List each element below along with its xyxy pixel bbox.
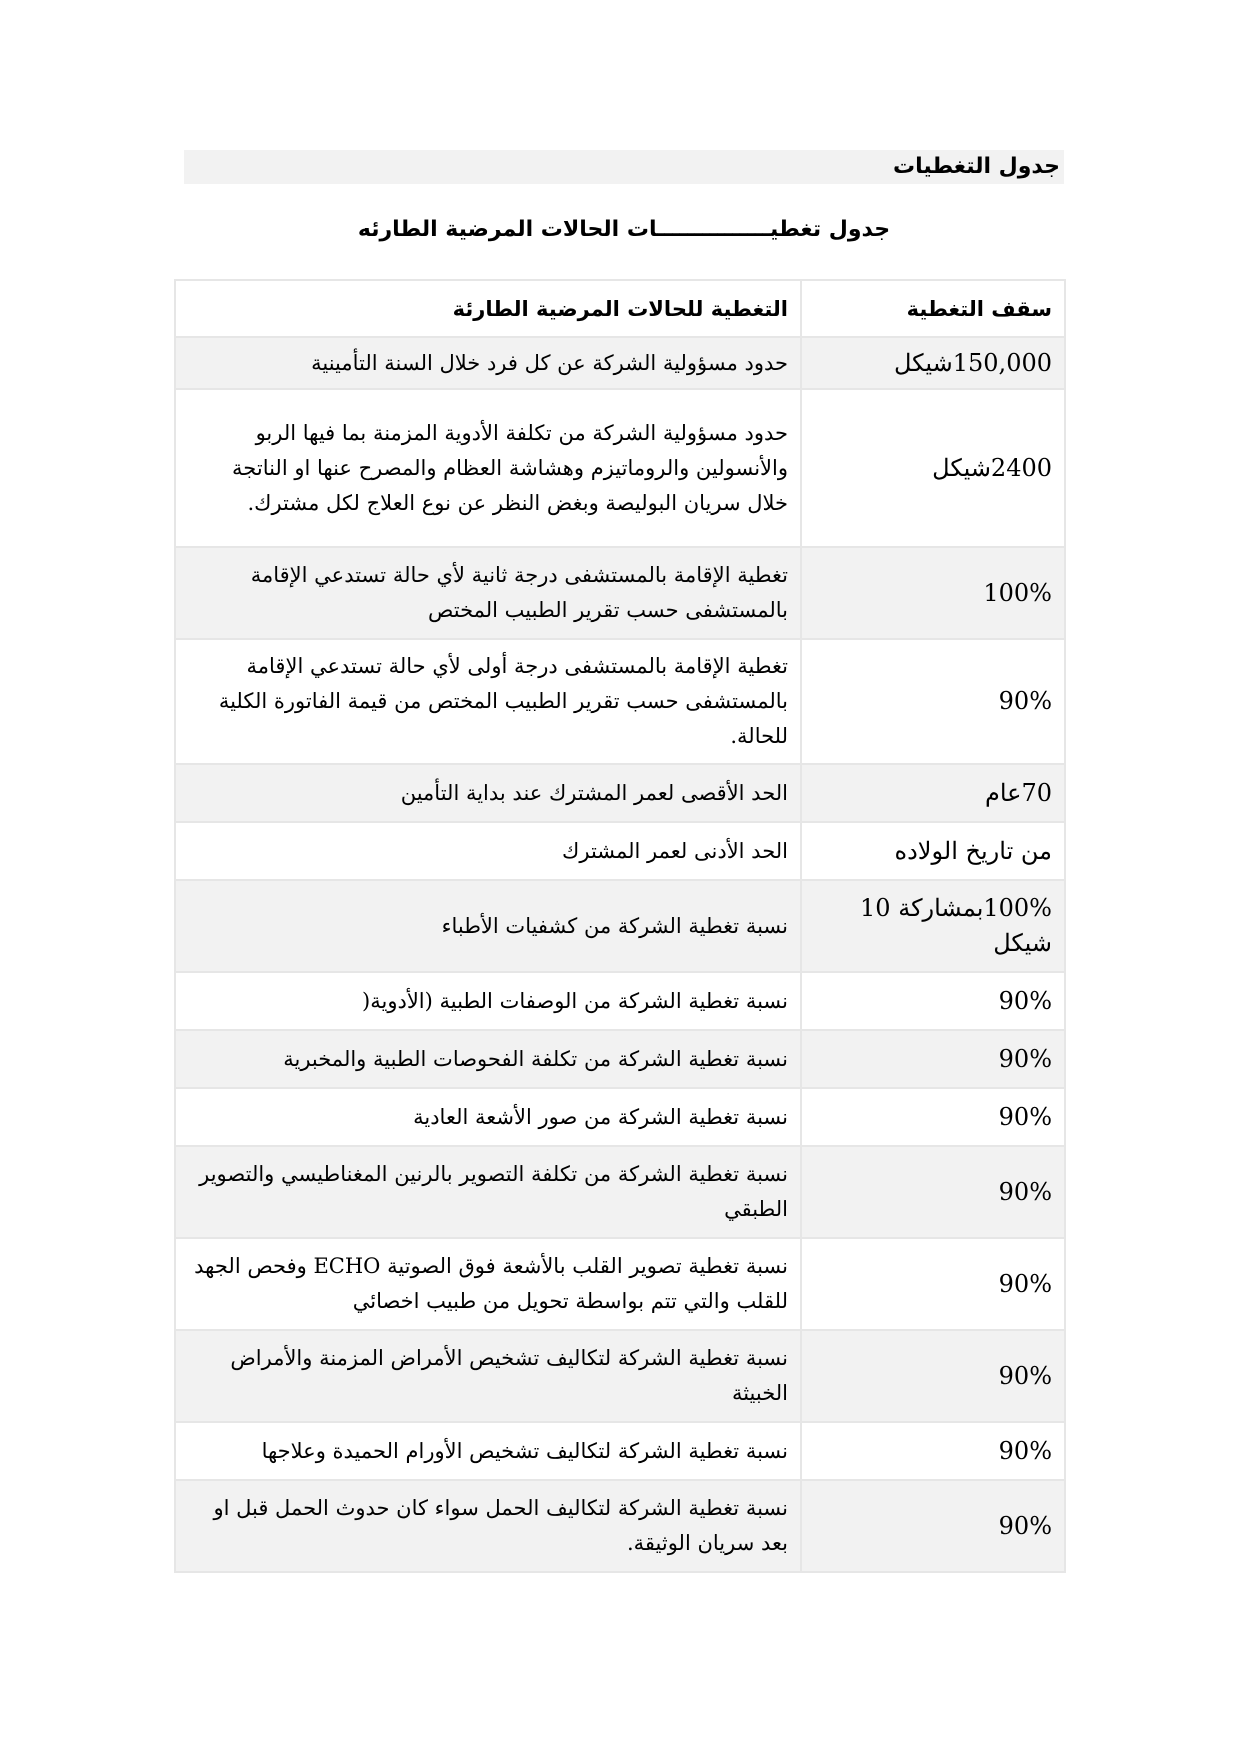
- cell-description: نسبة تغطية الشركة من تكلفة الفحوصات الطبية والمخبرية: [175, 1030, 801, 1088]
- cell-description: نسبة تغطية الشركة من كشفيات الأطباء: [175, 880, 801, 972]
- table-row: [175, 337, 1065, 389]
- cell-ceiling: 90%: [801, 639, 1065, 764]
- table-row: [175, 1088, 1065, 1146]
- cell-description: نسبة تغطية الشركة لتكاليف تشخيص الأمراض المزمنة والأمراض الخبيثة: [175, 1330, 801, 1422]
- cell-ceiling: 70عام: [801, 764, 1065, 822]
- table-row: [175, 1146, 1065, 1238]
- cell-description: حدود مسؤولية الشركة من تكلفة الأدوية المزمنة بما فيها الربو والأنسولين والروماتيزم وهشاشة العظام والمصرح عنها او الناتجة خلال سريان البوليصة وبغض النظر عن نوع العلاج لكل مشترك.: [175, 389, 801, 547]
- table-header-row: [175, 280, 1065, 337]
- table-row: [175, 972, 1065, 1030]
- cell-ceiling: 100%بمشاركة 10 شيكل: [801, 880, 1065, 972]
- cell-description: تغطية الإقامة بالمستشفى درجة أولى لأي حالة تستدعي الإقامة بالمستشفى حسب تقرير الطبيب المختص من قيمة الفاتورة الكلية للحالة.: [175, 639, 801, 764]
- table-row: [175, 547, 1065, 639]
- document-title: جدول تغطيـــــــــــــــات الحالات المرضية الطارئه: [357, 217, 891, 242]
- table-row: [175, 1238, 1065, 1330]
- cell-ceiling: 90%: [801, 1422, 1065, 1480]
- cell-ceiling: 2400شيكل: [801, 389, 1065, 547]
- cell-ceiling: 90%: [801, 972, 1065, 1030]
- cell-description: نسبة تغطية الشركة من الوصفات الطبية (الأدوية(: [175, 972, 801, 1030]
- coverage-table: [174, 279, 1066, 1573]
- table-row: [175, 639, 1065, 764]
- cell-description: الحد الأقصى لعمر المشترك عند بداية التأمين: [175, 764, 801, 822]
- cell-ceiling: 90%: [801, 1480, 1065, 1572]
- cell-description: نسبة تغطية تصوير القلب بالأشعة فوق الصوتية ECHO وفحص الجهد للقلب والتي تتم بواسطة تحويل من طبيب اخصائي: [175, 1238, 801, 1330]
- cell-description: الحد الأدنى لعمر المشترك: [175, 822, 801, 880]
- table-row: [175, 764, 1065, 822]
- column-header-ceiling: سقف التغطية: [801, 280, 1065, 337]
- table-row: [175, 1480, 1065, 1572]
- cell-description: نسبة تغطية الشركة من صور الأشعة العادية: [175, 1088, 801, 1146]
- cell-description: تغطية الإقامة بالمستشفى درجة ثانية لأي حالة تستدعي الإقامة بالمستشفى حسب تقرير الطبيب المختص: [175, 547, 801, 639]
- cell-description: نسبة تغطية الشركة لتكاليف تشخيص الأورام الحميدة وعلاجها: [175, 1422, 801, 1480]
- cell-ceiling: 90%: [801, 1330, 1065, 1422]
- page-header: [184, 150, 1064, 184]
- page-header-title: جدول التغطيات: [893, 154, 1060, 179]
- cell-description: نسبة تغطية الشركة من تكلفة التصوير بالرنين المغناطيسي والتصوير الطبقي: [175, 1146, 801, 1238]
- cell-ceiling: 90%: [801, 1088, 1065, 1146]
- table-row: [175, 389, 1065, 547]
- cell-ceiling: من تاريخ الولاده: [801, 822, 1065, 880]
- table-row: [175, 1422, 1065, 1480]
- column-header-description: التغطية للحالات المرضية الطارئة: [175, 280, 801, 337]
- cell-ceiling: 100%: [801, 547, 1065, 639]
- cell-ceiling: 90%: [801, 1030, 1065, 1088]
- cell-ceiling: 150,000شيكل: [801, 337, 1065, 389]
- table-row: [175, 880, 1065, 972]
- table-row: [175, 822, 1065, 880]
- cell-description: حدود مسؤولية الشركة عن كل فرد خلال السنة التأمينية: [175, 337, 801, 389]
- cell-ceiling: 90%: [801, 1146, 1065, 1238]
- table-row: [175, 1030, 1065, 1088]
- cell-ceiling: 90%: [801, 1238, 1065, 1330]
- cell-description: نسبة تغطية الشركة لتكاليف الحمل سواء كان حدوث الحمل قبل او بعد سريان الوثيقة.: [175, 1480, 801, 1572]
- table-row: [175, 1330, 1065, 1422]
